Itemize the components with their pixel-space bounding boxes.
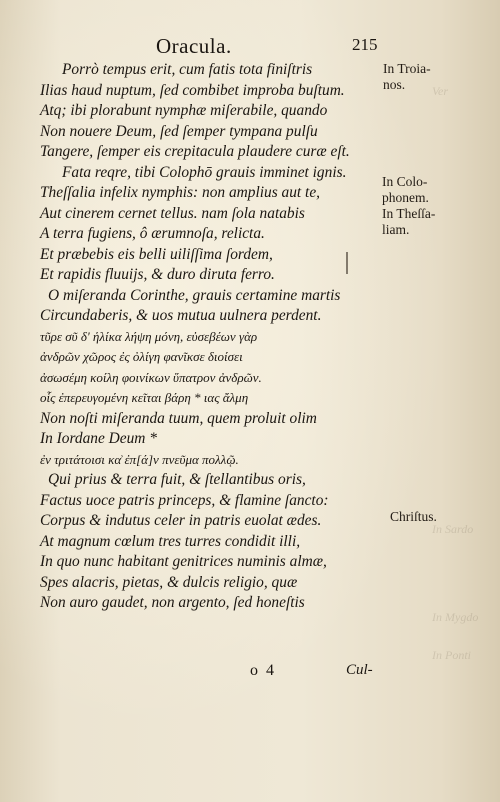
greek-verse-line: ἀνδρῶν χῶρος ἐς ὀλίγη φανῖκσε διοίσει <box>40 349 243 364</box>
marginal-note-line: Chriſtus. <box>390 509 437 524</box>
bleed-through-text <box>432 70 500 670</box>
verse-line: Corpus & indutus celer in patris euolat ædes. <box>40 512 322 529</box>
marginal-note-line: In Colo- <box>382 174 428 189</box>
marginal-note-line: In Troia- <box>383 61 431 76</box>
verse-line: Tangere, ſemper eis crepitacula plaudere curæ eſt. <box>40 143 350 160</box>
verse-line: A terra fugiens, ô ærumnoſa, relicta. <box>40 225 265 242</box>
verse-line: Circundaberis, & uos mutua uulnera perdent. <box>40 307 322 324</box>
page-header <box>156 34 406 56</box>
verse-line: Atq; ibi plorabunt nymphæ miſerabile, quando <box>40 102 328 119</box>
running-title: Oracula. <box>156 34 232 58</box>
verse-line: Spes alacris, pietas, & dulcis religio, quæ <box>40 573 298 591</box>
greek-verse-line: οἷς ἐπερευγομένη κεῖται βάρη * ιας ἄλμη <box>40 390 249 405</box>
page-number: 215 <box>352 35 378 54</box>
verse-line: Non nouere Deum, ſed ſemper tympana pulſu <box>40 122 318 140</box>
verse-line: Theſſalia infelix nymphis: non amplius aut te, <box>40 184 320 201</box>
catchword: Cul- <box>346 662 373 678</box>
greek-verse-line: τῦρε σῦ δ' ἡλίκα λήψη μόνη, εὐσεβέων γὰρ <box>40 328 258 344</box>
verse-line: Non noſti miſeranda tuum, quem proluit olim <box>40 409 317 427</box>
verse-line: At magnum cœlum tres turres condidit illi, <box>40 532 301 550</box>
marginal-note-line: phonem. <box>382 190 429 205</box>
verse-line: Et rapidis fluuijs, & duro diruta ferro. <box>40 266 275 283</box>
bleed-line: In Ponti <box>432 648 471 662</box>
greek-verse-line: ἀσωσέμη κοίλη φοινίκων ὕπατρον ἀνδρῶν. <box>40 369 262 385</box>
bleed-line: In Mygdo <box>432 610 479 624</box>
verse-line: Qui prius & terra fuit, & ſtellantibus oris, <box>48 471 306 488</box>
marginal-note-troia <box>383 61 431 93</box>
ink-mark <box>346 252 348 274</box>
verse-line: Fata reqre, tibi Colophō grauis imminet ignis. <box>62 163 347 181</box>
verse-block <box>40 60 380 614</box>
verse-line: In Iordane Deum * <box>40 430 157 447</box>
marginal-note-christus <box>390 509 437 525</box>
marginal-note-line: liam. <box>382 222 410 237</box>
verse-line: O miſeranda Corinthe, grauis certamine martis <box>48 286 341 304</box>
verse-line: Porrò tempus erit, cum fatis tota finiſtris <box>62 61 313 78</box>
marginal-note-line: nos. <box>383 77 406 92</box>
page-footer <box>250 662 390 682</box>
verse-line: Aut cinerem cernet tellus. nam ſola natabis <box>40 204 305 222</box>
verse-line: In quo nunc habitant genitrices numinis almæ, <box>40 553 327 570</box>
marginal-note-line: In Theſſa- <box>382 206 436 221</box>
signature-mark: o 4 <box>250 662 276 679</box>
bleed-line: Ver <box>432 84 448 98</box>
verse-line: Ilias haud nuptum, ſed combibet improba buſtum. <box>40 81 345 99</box>
verse-line: Non auro gaudet, non argento, ſed honeſtis <box>40 594 305 611</box>
greek-verse-line: ἐν τριτάτοισι κα͗ ἐπ[ά]ν πνεῦμα πολλῷ. <box>40 451 239 467</box>
bleed-line: In Sardo <box>432 522 474 536</box>
verse-line: Factus uoce patris princeps, & flamine ſancto: <box>40 491 329 509</box>
verse-line: Et præbebis eis belli uiliſſima ſordem, <box>40 245 273 263</box>
marginal-note-colophon <box>382 174 435 238</box>
